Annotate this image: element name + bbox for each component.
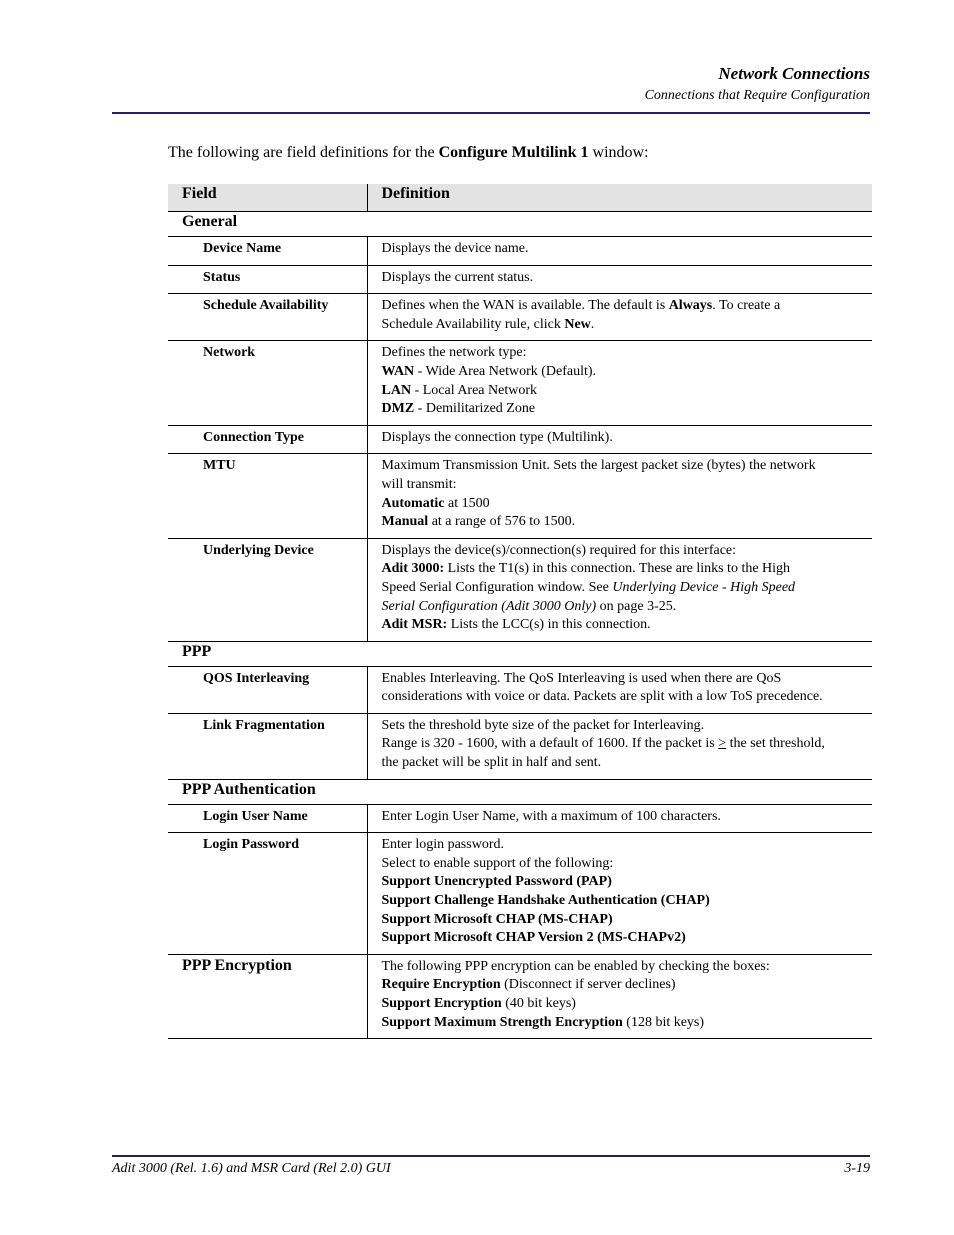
footer-rule <box>112 1155 870 1157</box>
section-label: PPP <box>168 641 872 666</box>
page-number: 3-19 <box>844 1161 870 1176</box>
field-definition: Enter login password. Select to enable support of the following: Support Unencrypted Password (PAP) Support Challenge Handshake Authentication (CHAP) Support Microsoft CHAP (MS-CHAP) Support Microsoft CHAP Version 2 (MS-CHAPv2) <box>367 833 872 955</box>
section-row-general <box>168 212 872 237</box>
header-rule <box>112 112 870 114</box>
field-name: MTU <box>168 454 367 538</box>
field-name: QOS Interleaving <box>168 666 367 713</box>
table-row <box>168 538 872 641</box>
intro-window-name: Configure Multilink 1 <box>438 144 589 161</box>
table-row <box>168 265 872 294</box>
section-row-ppp <box>168 641 872 666</box>
field-definition: The following PPP encryption can be enabled by checking the boxes: Require Encryption (Disconnect if server declines) Support Encryption (40 bit keys) Support Maximum Strength Encryption (128 bit keys) <box>367 954 872 1038</box>
field-name: Schedule Availability <box>168 294 367 341</box>
field-definition: Displays the connection type (Multilink). <box>367 425 872 454</box>
table-row <box>168 454 872 538</box>
field-definition: Displays the device name. <box>367 237 872 266</box>
field-name: Login Password <box>168 833 367 955</box>
field-name: Underlying Device <box>168 538 367 641</box>
field-name: Login User Name <box>168 804 367 833</box>
intro-text-end: window: <box>588 144 649 161</box>
table-row <box>168 804 872 833</box>
field-definitions-table <box>168 184 872 1039</box>
section-title: Network Connections <box>718 64 870 83</box>
table-row <box>168 833 872 955</box>
field-definition: Displays the device(s)/connection(s) required for this interface: Adit 3000: Lists the T1(s) in this connection. These are links to the High Speed Serial Configuration window. See Underlying Device - High Speed Serial Configuration (Adit 3000 Only) on page 3-25. Adit MSR: Lists the LCC(s) in this connection. <box>367 538 872 641</box>
section-row-ppp-authentication <box>168 779 872 804</box>
field-definition: Enables Interleaving. The QoS Interleaving is used when there are QoS considerations with voice or data. Packets are split with a low ToS precedence. <box>367 666 872 713</box>
table-row <box>168 425 872 454</box>
intro-paragraph <box>168 144 649 162</box>
section-label: PPP Authentication <box>168 779 872 804</box>
field-definition: Displays the current status. <box>367 265 872 294</box>
field-definition: Defines the network type: WAN - Wide Area Network (Default). LAN - Local Area Network DMZ - Demilitarized Zone <box>367 341 872 425</box>
table-row <box>168 237 872 266</box>
field-name: Status <box>168 265 367 294</box>
field-definition: Sets the threshold byte size of the packet for Interleaving. Range is 320 - 1600, with a default of 1600. If the packet is > the set threshold, the packet will be split in half and sent. <box>367 713 872 779</box>
field-name: Connection Type <box>168 425 367 454</box>
field-definition: Enter Login User Name, with a maximum of 100 characters. <box>367 804 872 833</box>
footer-doc-title: Adit 3000 (Rel. 1.6) and MSR Card (Rel 2.0) GUI <box>112 1161 391 1176</box>
field-definition: Defines when the WAN is available. The default is Always. To create a Schedule Availability rule, click New. <box>367 294 872 341</box>
field-name: Device Name <box>168 237 367 266</box>
section-subtitle: Connections that Require Configuration <box>644 88 870 103</box>
intro-text: The following are field definitions for the <box>168 144 439 161</box>
field-name: Link Fragmentation <box>168 713 367 779</box>
column-header-field: Field <box>168 184 367 212</box>
field-name: PPP Encryption <box>168 954 367 1038</box>
field-definition: Maximum Transmission Unit. Sets the largest packet size (bytes) the network will transmit: Automatic at 1500 Manual at a range of 576 to 1500. <box>367 454 872 538</box>
field-name: Network <box>168 341 367 425</box>
column-header-definition: Definition <box>367 184 872 212</box>
table-header-row <box>168 184 872 212</box>
cross-reference-link-cont[interactable]: Serial Configuration (Adit 3000 Only) <box>381 598 597 614</box>
table-row <box>168 341 872 425</box>
table-row <box>168 666 872 713</box>
cross-reference-link[interactable]: Underlying Device - High Speed <box>612 579 796 595</box>
table-row <box>168 294 872 341</box>
section-label: General <box>168 212 872 237</box>
table-row <box>168 713 872 779</box>
table-row-ppp-encryption <box>168 954 872 1038</box>
